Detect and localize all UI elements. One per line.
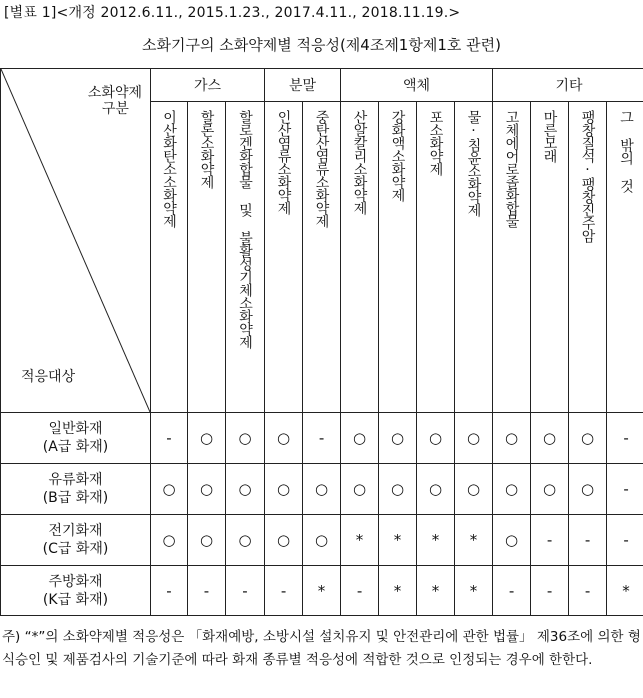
suitability-cell: *: [417, 515, 455, 566]
suitability-cell: ○: [303, 464, 341, 515]
suitability-cell: ○: [226, 464, 265, 515]
suitability-cell: ○: [151, 515, 188, 566]
column-header-label: 포소화약제: [427, 110, 444, 175]
suitability-cell: ○: [265, 515, 303, 566]
group-header-liquid: 액체: [341, 69, 493, 102]
column-header-label: 마른모래: [541, 110, 558, 162]
table-row: [1, 464, 643, 515]
suitability-cell: ○: [417, 464, 455, 515]
column-header: [417, 102, 455, 413]
table-row: [1, 566, 643, 616]
suitability-cell: ○: [341, 464, 379, 515]
suitability-cell: -: [569, 566, 607, 616]
column-header-label: 중탄산염류소화약제: [313, 110, 330, 227]
suitability-cell: *: [379, 566, 417, 616]
corner-top-label: [88, 85, 142, 117]
column-header-label: 산알칼리소화약제: [351, 110, 368, 214]
column-header-label: 물·침윤소화약제: [465, 110, 482, 216]
column-header: [493, 102, 531, 413]
footnote: 주) “*”의 소화약제별 적응성은 「화재예방, 소방시설 설치유지 및 안전관리에 관한 법률」 제36조에 의한 형식승인 및 제품검사의 기술기준에 따라 화재 종류별 적응성에 적합한 것으로 인정되는 경우에 한한다.: [2, 629, 641, 668]
suitability-cell: -: [569, 515, 607, 566]
column-header: [151, 102, 188, 413]
corner-top-line-2: 구분: [101, 101, 129, 117]
suitability-cell: ○: [493, 413, 531, 464]
suitability-cell: -: [341, 566, 379, 616]
suitability-cell: *: [417, 566, 455, 616]
column-header-label: 할로겐화합물 및 불활성기체소화약제: [237, 110, 254, 348]
suitability-cell: -: [151, 566, 188, 616]
suitability-cell: ○: [226, 413, 265, 464]
column-header-label: 그 밖의 것: [618, 110, 635, 192]
suitability-cell: ○: [493, 464, 531, 515]
corner-top-line-1: 소화약제: [87, 85, 142, 101]
suitability-cell: ○: [531, 464, 569, 515]
suitability-cell: ○: [569, 413, 607, 464]
suitability-cell: -: [607, 464, 643, 515]
suitability-cell: ○: [455, 464, 493, 515]
corner-header-cell: [1, 69, 151, 413]
suitability-cell: -: [607, 413, 643, 464]
group-header-gas: 가스: [151, 69, 265, 102]
page-title: 소화기구의 소화약제별 적응성(제4조제1항제1호 관련): [142, 36, 501, 54]
column-header: [531, 102, 569, 413]
row-label: 주방화재 (K급 화재): [1, 566, 151, 616]
row-label: 전기화재 (C급 화재): [1, 515, 151, 566]
column-header: [455, 102, 493, 413]
suitability-cell: *: [303, 566, 341, 616]
suitability-cell: -: [303, 413, 341, 464]
suitability-cell: -: [151, 413, 188, 464]
diagonal-divider: [1, 69, 150, 412]
suitability-cell: ○: [188, 464, 226, 515]
suitability-cell: *: [379, 515, 417, 566]
suitability-cell: -: [607, 515, 643, 566]
corner-bottom-label: 적응대상: [21, 369, 76, 385]
column-header-label: 강화액소화약제: [389, 110, 406, 201]
column-header-label: 고체에어로졸화합물: [503, 110, 520, 227]
column-header: [379, 102, 417, 413]
suitability-cell: *: [341, 515, 379, 566]
group-header-powder: 분말: [265, 69, 341, 102]
row-label: 일반화재 (A급 화재): [1, 413, 151, 464]
column-header: [341, 102, 379, 413]
suitability-cell: -: [531, 566, 569, 616]
column-header: [265, 102, 303, 413]
suitability-cell: ○: [569, 464, 607, 515]
column-header: [226, 102, 265, 413]
suitability-cell: ○: [493, 515, 531, 566]
suitability-cell: -: [493, 566, 531, 616]
suitability-cell: -: [188, 566, 226, 616]
suitability-cell: ○: [303, 515, 341, 566]
suitability-cell: ○: [531, 413, 569, 464]
table-row: [1, 413, 643, 464]
column-header: [303, 102, 341, 413]
column-header: [569, 102, 607, 413]
suitability-cell: ○: [379, 464, 417, 515]
suitability-cell: ○: [455, 413, 493, 464]
row-label: 유류화재 (B급 화재): [1, 464, 151, 515]
agent-suitability-table: [0, 68, 643, 616]
table-row: [1, 515, 643, 566]
suitability-cell: ○: [265, 413, 303, 464]
suitability-cell: ○: [265, 464, 303, 515]
suitability-cell: -: [226, 566, 265, 616]
suitability-cell: ○: [188, 515, 226, 566]
group-header-other: 기타: [493, 69, 643, 102]
suitability-cell: ○: [188, 413, 226, 464]
suitability-cell: ○: [226, 515, 265, 566]
suitability-cell: *: [455, 515, 493, 566]
suitability-cell: -: [531, 515, 569, 566]
column-header-label: 할론소화약제: [198, 110, 215, 188]
amendment-header: [별표 1]<개정 2012.6.11., 2015.1.23., 2017.4.11., 2018.11.19.>: [4, 5, 461, 21]
suitability-cell: ○: [379, 413, 417, 464]
suitability-cell: ○: [341, 413, 379, 464]
column-header: [188, 102, 226, 413]
column-header-label: 이산화탄소소화약제: [161, 110, 177, 227]
column-header-label: 인산염류소화약제: [275, 110, 292, 214]
suitability-cell: ○: [151, 464, 188, 515]
suitability-cell: *: [607, 566, 643, 616]
column-header-label: 팽창질석·팽창진주암: [579, 110, 596, 242]
suitability-cell: -: [265, 566, 303, 616]
suitability-cell: *: [455, 566, 493, 616]
column-header: [607, 102, 643, 413]
suitability-cell: ○: [417, 413, 455, 464]
